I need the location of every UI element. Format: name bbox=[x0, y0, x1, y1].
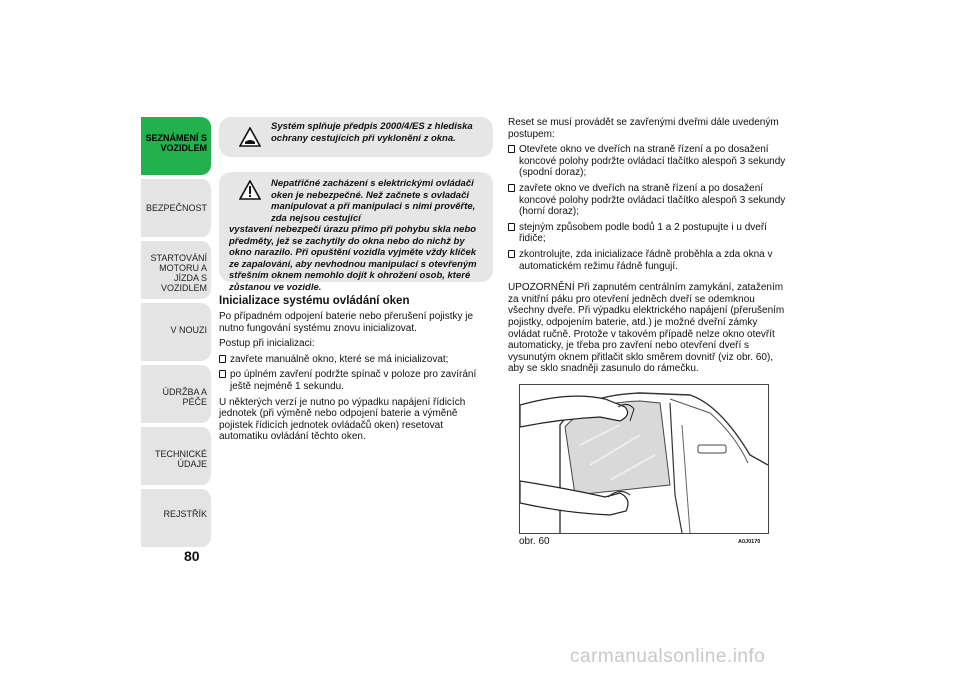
tab-bezpecnost[interactable] bbox=[141, 179, 211, 237]
car-door-window-drawing bbox=[520, 385, 768, 533]
figure-caption: obr. 60 bbox=[519, 536, 550, 547]
warning-box-windows bbox=[219, 172, 493, 293]
tab-label: VOZIDLEM bbox=[160, 283, 207, 293]
checkbox-bullet-icon bbox=[508, 223, 515, 231]
tab-label: REJSTŘÍK bbox=[163, 509, 207, 519]
list-item: zavřete manuálně okno, které se má inicializovat; bbox=[219, 354, 494, 366]
paragraph: Reset se musí provádět se zavřenými dveřmi dále uvedeným postupem: bbox=[508, 117, 779, 140]
checkbox-bullet-icon bbox=[508, 145, 515, 153]
paragraph: Po případném odpojení baterie nebo přerušení pojistky je nutno fungování systému znovu inicializovat. bbox=[219, 311, 474, 334]
tab-seznameni[interactable] bbox=[141, 117, 211, 175]
tab-label: BEZPEČNOST bbox=[145, 203, 207, 213]
list-item: zkontrolujte, zda inicializace řádně proběhla a zda okna v automatickém režimu řádně fungují. bbox=[508, 249, 790, 272]
watermark-footer: carmanualsonline.info bbox=[570, 646, 766, 667]
tab-label: ÚDRŽBA A PÉČE bbox=[162, 387, 207, 407]
paragraph: U některých verzí je nutno po výpadku napájení řídicích jednotek (při výměně nebo odpojení baterie a výměně pojistek řídicích jednotek ovládačů oken) resetovat automatiku ovládání těchto oken. bbox=[219, 396, 466, 443]
checkbox-bullet-icon bbox=[219, 355, 226, 363]
paragraph: Postup při inicializaci: bbox=[219, 338, 315, 350]
tab-label: MOTORU A JÍZDA S bbox=[159, 263, 207, 283]
tab-rejstrik[interactable] bbox=[141, 489, 211, 547]
list-item: stejným způsobem podle bodů 1 a 2 postupujte i u dveří řidiče; bbox=[508, 222, 790, 245]
warning-text-rest: vystavení nebezpečí úrazu přímo při pohybu skla nebo předměty, jež se zachytily do okna nebo do nichž by okno narazilo. Při opuštění vozidla vyjměte vždy klíček ze zapalování, aby nevhodnou manipulací s otevřeným střešním oknem nemohlo dojít k ohrožení osob, které zůstanou ve vozidle. bbox=[229, 224, 477, 293]
list-item: zavřete okno ve dveřích na straně řízení a po dosažení koncové polohy podržte ovládací tlačítko alespoň 3 sekundy (horní doraz); bbox=[508, 183, 790, 218]
warning-text-first: Nepatřičné zacházení s elektrickými ovládači oken je nebezpečné. Než začnete s ovladači manipulovat a při manipulaci s nimi prověřte, zda nejsou cestující bbox=[271, 178, 476, 224]
checkbox-bullet-icon bbox=[508, 250, 515, 258]
tab-udrzba[interactable] bbox=[141, 365, 211, 423]
list-item: Otevřete okno ve dveřích na straně řízení a po dosažení koncové polohy podržte ovládací tlačítko alespoň 3 sekundy (spodní doraz); bbox=[508, 144, 790, 179]
section-heading: Inicializace systému ovládání oken bbox=[219, 295, 410, 307]
tab-label: VOZIDLEM bbox=[160, 143, 207, 153]
warning-box-ec-directive bbox=[219, 117, 493, 157]
left-column bbox=[219, 311, 494, 447]
list-item: po úplném zavření podržte spínač v poloze pro zavírání ještě nejméně 1 sekundu. bbox=[219, 369, 494, 392]
tab-v-nouzi[interactable] bbox=[141, 303, 211, 361]
checkbox-bullet-icon bbox=[508, 184, 515, 192]
tab-technicke-udaje[interactable] bbox=[141, 427, 211, 485]
tab-label: V NOUZI bbox=[170, 325, 207, 335]
warning-text: Systém splňuje předpis 2000/4/ES z hlediska ochrany cestujících při vyklonění z okna. bbox=[271, 121, 473, 144]
warning-triangle-icon bbox=[239, 127, 261, 147]
figure-code: A0J0170 bbox=[738, 539, 761, 545]
tab-label: SEZNÁMENÍ S bbox=[145, 133, 207, 143]
tab-startovani[interactable] bbox=[141, 241, 211, 299]
right-column bbox=[508, 117, 790, 379]
tab-label: TECHNICKÉ ÚDAJE bbox=[154, 449, 207, 469]
page-number: 80 bbox=[184, 548, 200, 564]
warning-exclamation-icon bbox=[239, 180, 261, 200]
checkbox-bullet-icon bbox=[219, 370, 226, 378]
notice-paragraph: UPOZORNĚNÍ Při zapnutém centrálním zamykání, zatažením za vnitřní páku pro otevření jedněch dveří se odemknou všechny dveře. Při výpadku elektrického napájení (přerušením pojistky, odpojením baterie, atd.) je možné dveřní zámky ovládat ručně. Protože v takovém případě nelze okno otevřít automaticky, je třeba pro zavření nebo otevření dveří s vysunutým oknem přitlačit sklo směrem dovnitř (viz obr. 60), aby se sklo snadněji zasunulo do rámečku. bbox=[508, 282, 785, 375]
tab-label: STARTOVÁNÍ bbox=[150, 253, 207, 263]
figure-car-door-illustration bbox=[519, 384, 769, 534]
